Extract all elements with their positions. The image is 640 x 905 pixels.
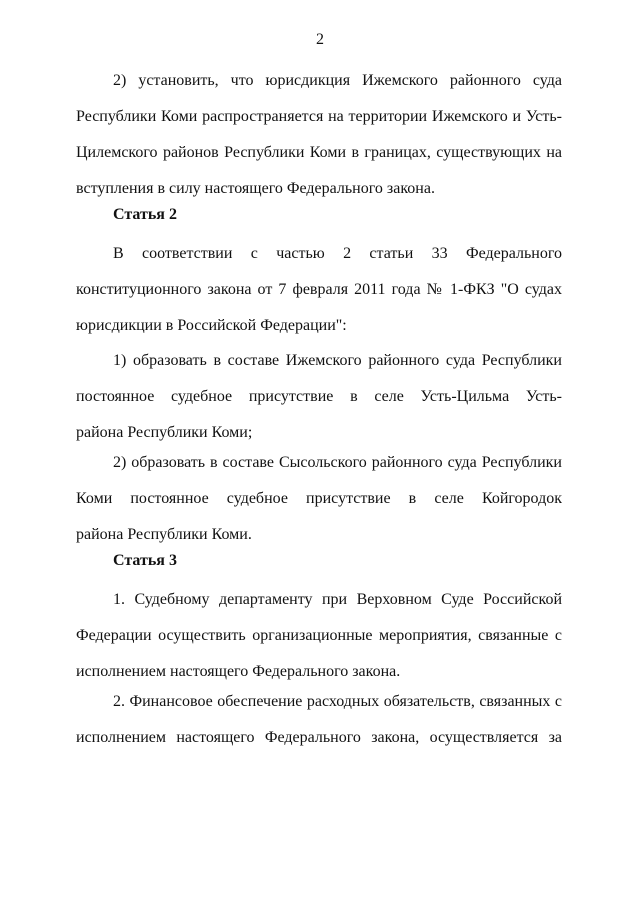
article-3-item-1 — [76, 582, 562, 690]
text-line: 1) образовать в составе Ижемского районного суда Республики — [113, 352, 562, 369]
text-line: Цилемского районов Республики Коми в границах, существующих на — [76, 144, 562, 161]
article-heading: Статья 3 — [113, 552, 177, 569]
text-line: района Республики Коми. — [76, 526, 252, 543]
text-line: 2) установить, что юрисдикция Ижемского районного суда — [113, 72, 562, 89]
text-line: Республики Коми распространяется на территории Ижемского и Усть- — [76, 108, 562, 125]
text-line: района Республики Коми; — [76, 424, 253, 441]
text-line: исполнением настоящего Федерального закона, осуществляется за — [76, 729, 562, 746]
text-line: 2) образовать в составе Сысольского районного суда Республики — [113, 454, 562, 471]
text-line: В соответствии с частью 2 статьи 33 Федерального — [113, 245, 562, 262]
article-heading: Статья 2 — [113, 206, 177, 223]
article-2-intro — [76, 236, 562, 344]
text-line: Коми постоянное судебное присутствие в селе Койгородок — [76, 490, 562, 507]
text-line: юрисдикции в Российской Федерации": — [76, 317, 347, 334]
page-number: 2 — [316, 31, 324, 48]
text-line: Федерации осуществить организационные мероприятия, связанные с — [76, 627, 562, 644]
text-line: конституционного закона от 7 февраля 2011 года № 1-ФКЗ "О судах — [76, 281, 562, 298]
text-line: исполнением настоящего Федерального закона. — [76, 663, 401, 680]
article-3-item-2 — [76, 684, 562, 756]
paragraph-item-1 — [76, 343, 562, 451]
text-line: вступления в силу настоящего Федерального закона. — [76, 180, 435, 197]
text-line: постоянное судебное присутствие в селе Усть-Цильма Усть- — [76, 388, 562, 405]
text-line: 2. Финансовое обеспечение расходных обязательств, связанных с — [113, 693, 562, 710]
text-line: 1. Судебному департаменту при Верховном Суде Российской — [113, 591, 562, 608]
paragraph-item-2b — [76, 445, 562, 553]
paragraph-item-2 — [76, 63, 562, 207]
